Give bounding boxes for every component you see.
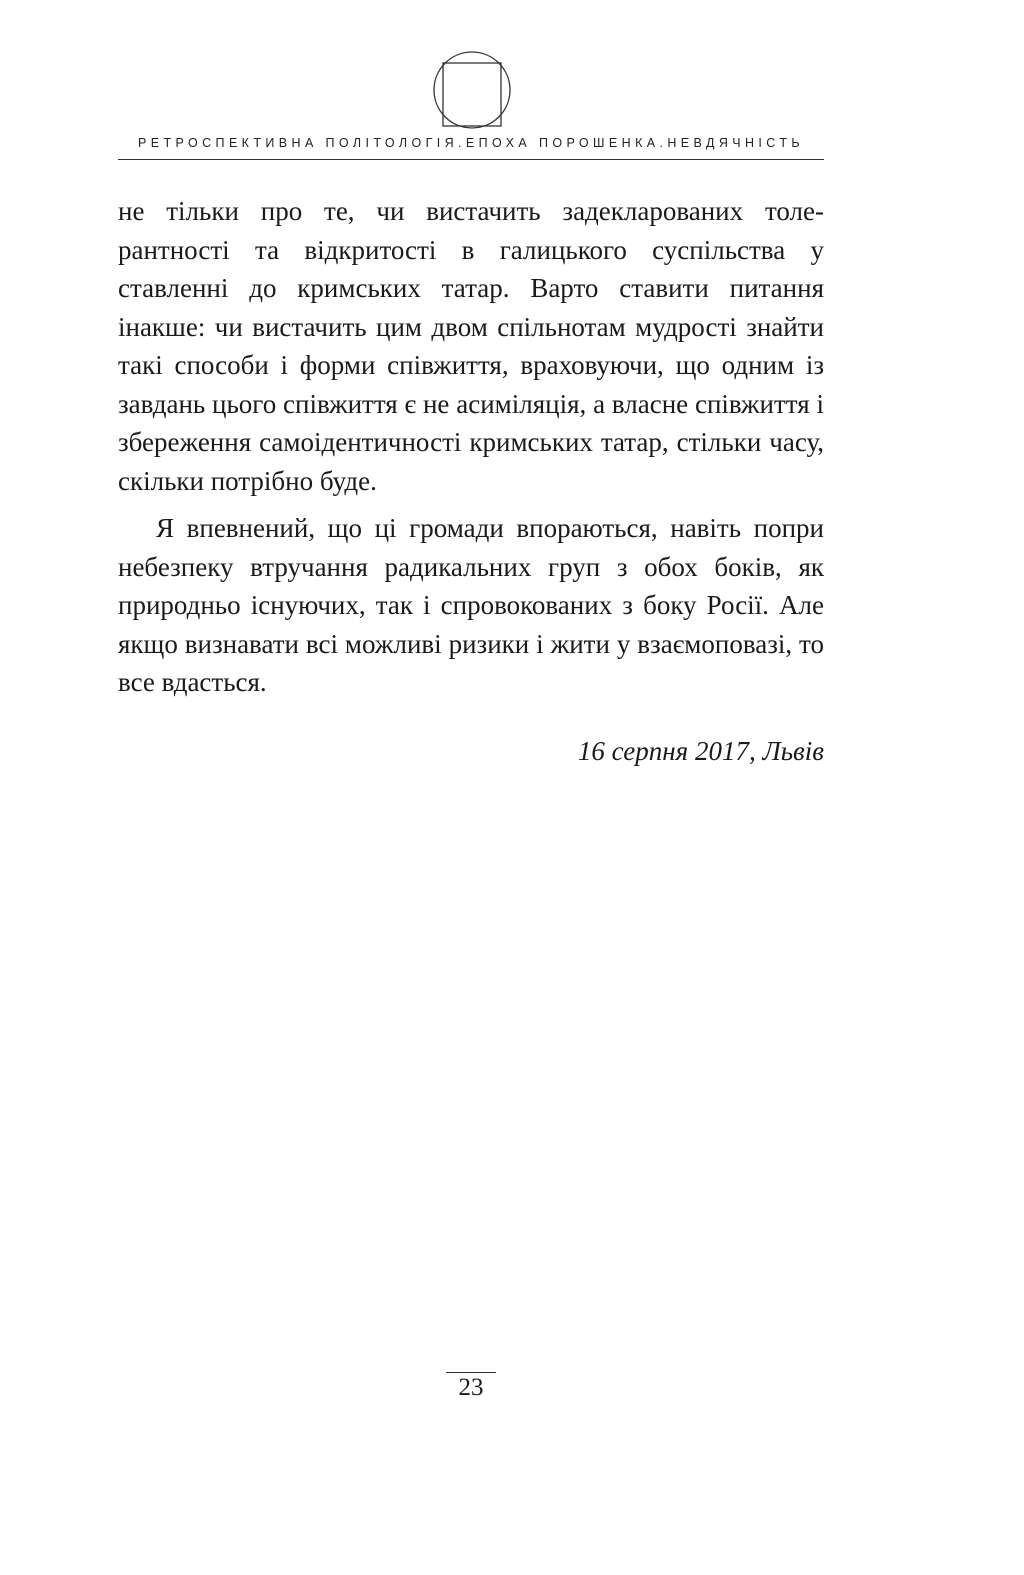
page-number: 23 [446,1372,496,1403]
paragraph-2: Я впевнений, що ці громади впораються, навіть попри небезпеку втручання радикальних груп з обох боків, як природньо існуючих, так і спровокованих з боку Росії. Але якщо визнавати всі можливі ризики і жити у взаємоповазі, то все вдасться. [118,513,824,697]
running-head-title: РЕТРОСПЕКТИВНА ПОЛІТОЛОГІЯ.ЕПОХА ПОРОШЕНКА.НЕВДЯЧНІСТЬ [138,136,804,150]
header-rule [118,159,824,160]
circle-square-emblem-icon [432,50,512,130]
body-text [118,192,824,702]
paragraph-1: не тільки про те, чи вистачить задекларованих толе-рантності та відкритості в галицького суспільства у ставленні до кримських татар. Варто ставити питання інакше: чи вистачить цим двом спільнотам мудрості знайти такі способи і форми співжиття, враховуючи, що одним із завдань цього співжиття є не асиміляція, а власне співжиття і збереження самоідентичності кримських татар, стільки часу, скільки потрібно буде. [118,196,824,496]
dateline: 16 серпня 2017, Львів [577,736,824,766]
